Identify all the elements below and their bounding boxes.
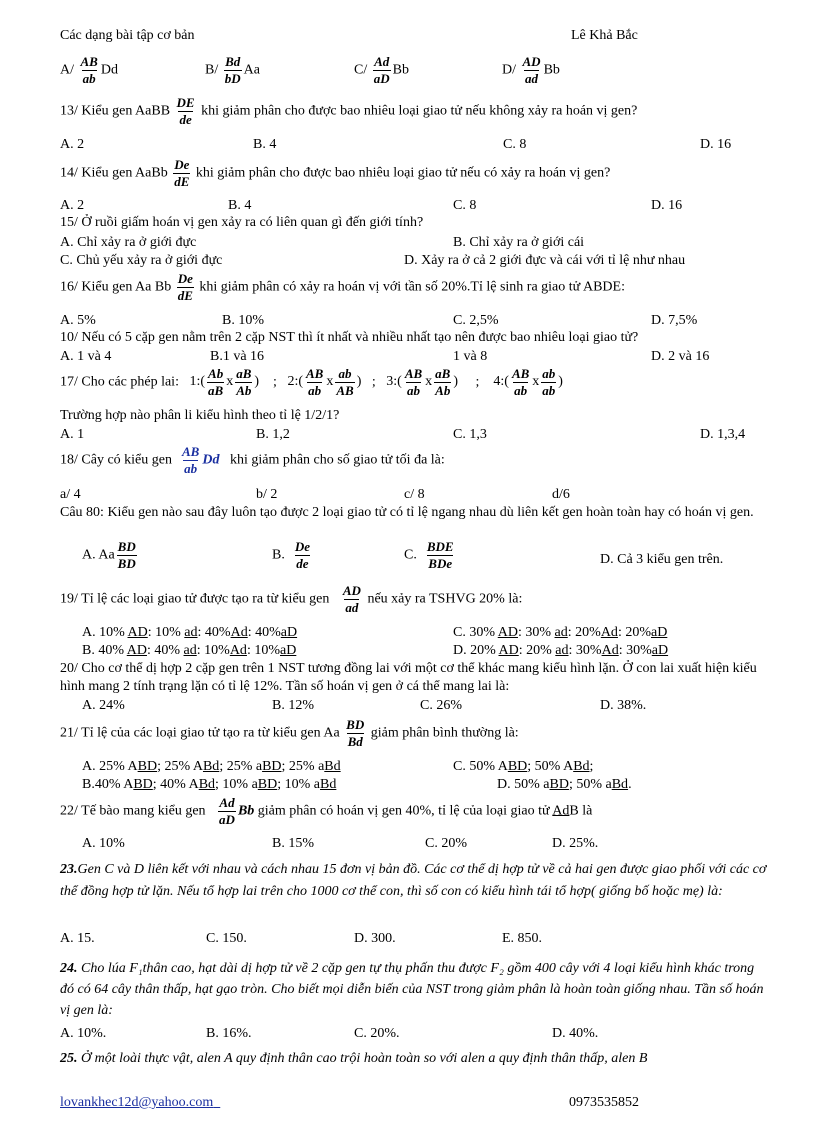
q19-option-a: A. 10% AD: 10% ad: 40%Ad: 40%aD <box>82 625 298 640</box>
q17-cross-1: 1:( $\frac{Ab}{aB}$ x $\frac{aB}{Ab}$ ) <box>189 366 260 398</box>
q15-option-a: A. Chỉ xảy ra ở giới đực <box>60 235 197 250</box>
q10-question: 10/ Nếu có 5 cặp gen nằm trên 2 cặp NST thì ít nhất và nhiều nhất tạo nên được bao nhiêu loại giao tử? <box>60 330 639 345</box>
q16-option-a: A. 5% <box>60 313 96 328</box>
q20-option-d: D. 38%. <box>600 698 647 713</box>
q18-option-c: c/ 8 <box>404 487 425 502</box>
q15-option-b: B. Chỉ xảy ra ở giới cái <box>453 235 585 250</box>
q17-option-d: D. 1,3,4 <box>700 427 746 442</box>
q17-line-2: Trường hợp nào phân li kiểu hình theo tỉ lệ 1/2/1? <box>60 408 340 423</box>
q22-option-d: D. 25%. <box>552 836 599 851</box>
q13-option-d: D. 16 <box>700 137 732 152</box>
q10-option-d: D. 2 và 16 <box>651 349 710 364</box>
q18-option-b: b/ 2 <box>256 487 278 502</box>
footer-phone: 0973535852 <box>569 1095 639 1110</box>
q12-option-c: C/ $\frac{Ad}{aD}$ Bb <box>354 54 409 86</box>
q16-option-d: D. 7,5% <box>651 313 698 328</box>
q19-question: 19/ Tỉ lệ các loại giao tử được tạo ra từ kiểu gen $\frac{AD}{ad}$ nếu xảy ra TSHVG 20% là: <box>60 583 523 615</box>
q23-option-e: E. 850. <box>502 931 543 946</box>
q22-question: 22/ Tế bào mang kiểu gen $\frac{Ad}{aD}$ Bb giảm phân có hoán vị gen 40%, tỉ lệ của loại giao tử AdB là <box>60 795 593 827</box>
q23-option-a: A. 15. <box>60 931 95 946</box>
q21-option-d: D. 50% aBD; 50% aBd. <box>497 777 632 792</box>
q13-option-a: A. 2 <box>60 137 85 152</box>
q80-option-a: A. Aa $\frac{BD}{BD}$ <box>82 539 136 571</box>
q12-option-d: D/ $\frac{AD}{ad}$ Bb <box>502 54 560 86</box>
q23-option-c: C. 150. <box>206 931 247 946</box>
q17-cross-4: 4:( $\frac{AB}{ab}$ x $\frac{ab}{ab}$ ) <box>493 366 563 398</box>
footer-email-link[interactable]: lovankhec12d@yahoo.com <box>60 1095 214 1110</box>
q17-option-b: B. 1,2 <box>256 427 290 442</box>
q22-option-a: A. 10% <box>82 836 125 851</box>
q14-option-a: A. 2 <box>60 198 85 213</box>
q16-option-c: C. 2,5% <box>453 313 499 328</box>
q14-question: 14/ Kiểu gen AaBb $\frac{De}{dE}$ khi giảm phân cho được bao nhiêu loại giao tử nếu có xảy ra hoán vị gen? <box>60 157 611 189</box>
q24-option-d: D. 40%. <box>552 1026 599 1041</box>
q24-option-b: B. 16%. <box>206 1026 252 1041</box>
q21-question: 21/ Tỉ lệ của các loại giao tử tạo ra từ kiểu gen Aa $\frac{BD}{Bd}$ giảm phân bình thường là: <box>60 717 519 749</box>
q80-option-c: C. $\frac{\text{BDE}}{\text{BDe}}$ <box>404 539 454 571</box>
q24-question: 24. Cho lúa F₁thân cao, hạt dài dị hợp tử về 2 cặp gen tự thụ phấn thu được F₂ gồm 400 cây với 4 loại kiểu hình khác trong đó có 64 cây thân thấp, hạt gạo tròn. Cho biết mọi diễn biến của NST trong giảm phân là hoàn toàn giống nhau. Tần số hoán vị gen là: <box>60 961 764 1018</box>
q18-option-a: a/ 4 <box>60 487 81 502</box>
q21-option-a: A. 25% ABD; 25% ABd; 25% aBD; 25% aBd <box>82 759 341 774</box>
q12-option-b: B/ $\frac{Bd}{bD}$ Aa <box>205 54 260 86</box>
q25-question: 25. Ở một loài thực vật, alen A quy định thân cao trội hoàn toàn so với alen a quy định thân thấp, alen B <box>60 1051 648 1066</box>
q15-option-c: C. Chủ yếu xảy ra ở giới đực <box>60 253 223 268</box>
q20-option-a: A. 24% <box>82 698 125 713</box>
q80-question: Câu 80: Kiểu gen nào sau đây luôn tạo được 2 loại giao tử có tỉ lệ ngang nhau dù liên kết gen hoàn toàn hay có hoán vị gen. <box>60 505 754 520</box>
header-author: Lê Khả Bắc <box>571 28 638 43</box>
q16-question: 16/ Kiểu gen Aa Bb $\frac{De}{dE}$ khi giảm phân có xảy ra hoán vị với tần số 20%.Tỉ lệ sinh ra giao tử ABDE: <box>60 271 625 303</box>
q17-cross-2: 2:( $\frac{AB}{ab}$ x $\frac{ab}{AB}$ ) <box>287 366 362 398</box>
q10-option-c: 1 và 8 <box>453 349 488 364</box>
q15-question: 15/ Ở ruồi giấm hoán vị gen xảy ra có liên quan gì đến giới tính? <box>60 215 424 230</box>
q17-option-a: A. 1 <box>60 427 85 442</box>
q22-option-c: C. 20% <box>425 836 467 851</box>
q14-option-c: C. 8 <box>453 198 477 213</box>
q23-option-d: D. 300. <box>354 931 396 946</box>
q23-question: 23.Gen C và D liên kết với nhau và cách nhau 15 đơn vị bản đồ. Các cơ thể dị hợp tử về cả hai gen được giao phối với các cơ thể đồng hợp tử lặn. Nếu tổ hợp lai trên cho 1000 cơ thể con, thì số con có kiểu hình tái tổ hợp( giống bố hoặc mẹ) là: <box>60 862 767 899</box>
q14-option-b: B. 4 <box>228 198 252 213</box>
q24-option-c: C. 20%. <box>354 1026 400 1041</box>
q19-option-d: D. 20% AD: 20% ad: 30%Ad: 30%aD <box>453 643 669 658</box>
q21-option-c: C. 50% ABD; 50% ABd; <box>453 759 594 774</box>
header-title: Các dạng bài tập cơ bản <box>60 28 195 43</box>
q14-option-d: D. 16 <box>651 198 683 213</box>
q17-question: 17/ Cho các phép lai: 1:( $\frac{Ab}{aB}$ x $\frac{aB}{Ab}$ ) ; 2:( $\frac{AB}{ab}$ x $\frac{ab}{AB}$ ) ; 3:( $\frac{AB}{ab}$ x $\frac{aB}{Ab}$ ) ; 4:( $\frac{AB}{ab}$ x $\frac{ab}{ab}$ ) <box>60 366 563 398</box>
q10-option-a: A. 1 và 4 <box>60 349 112 364</box>
q16-option-b: B. 10% <box>222 313 264 328</box>
q13-option-c: C. 8 <box>503 137 527 152</box>
q19-option-c: C. 30% AD: 30% ad: 20%Ad: 20%aD <box>453 625 668 640</box>
q17-option-c: C. 1,3 <box>453 427 487 442</box>
q22-option-b: B. 15% <box>272 836 314 851</box>
q15-option-d: D. Xảy ra ở cả 2 giới đực và cái với tỉ lệ như nhau <box>404 253 686 268</box>
q20-question: 20/ Cho cơ thể dị hợp 2 cặp gen trên 1 NST tương đồng lai với một cơ thể khác mang kiểu hình lặn. Ở con lai xuất hiện kiểu hình mang 2 tính trạng lặn có tỉ lệ 12%. Tần số hoán vị gen ở cá thể mang lai là: <box>60 661 757 695</box>
q19-option-b: B. 40% AD: 40% ad: 10%Ad: 10%aD <box>82 643 297 658</box>
q10-option-b: B.1 và 16 <box>210 349 265 364</box>
q21-option-b: B.40% ABD; 40% ABd; 10% aBD; 10% aBd <box>82 777 337 792</box>
q18-question: 18/ Cây có kiểu gen $\frac{AB}{ab}$ Dd khi giảm phân cho số giao tử tối đa là: <box>60 444 445 476</box>
q13-question: 13/ Kiểu gen AaBB $\frac{DE}{de}$ khi giảm phân cho được bao nhiêu loại giao tử nếu không xảy ra hoán vị gen? <box>60 95 638 127</box>
q80-option-d: D. Cả 3 kiểu gen trên. <box>600 552 724 567</box>
q12-option-a: A/ $\frac{AB}{ab}$ Dd <box>60 54 118 86</box>
q18-option-d: d/6 <box>552 487 570 502</box>
q20-option-b: B. 12% <box>272 698 314 713</box>
q17-cross-3: 3:( $\frac{AB}{ab}$ x $\frac{aB}{Ab}$ ) <box>386 366 458 398</box>
q20-option-c: C. 26% <box>420 698 462 713</box>
q13-option-b: B. 4 <box>253 137 277 152</box>
q24-option-a: A. 10%. <box>60 1026 107 1041</box>
q80-option-b: B. $\frac{De}{de}$ <box>272 539 311 571</box>
